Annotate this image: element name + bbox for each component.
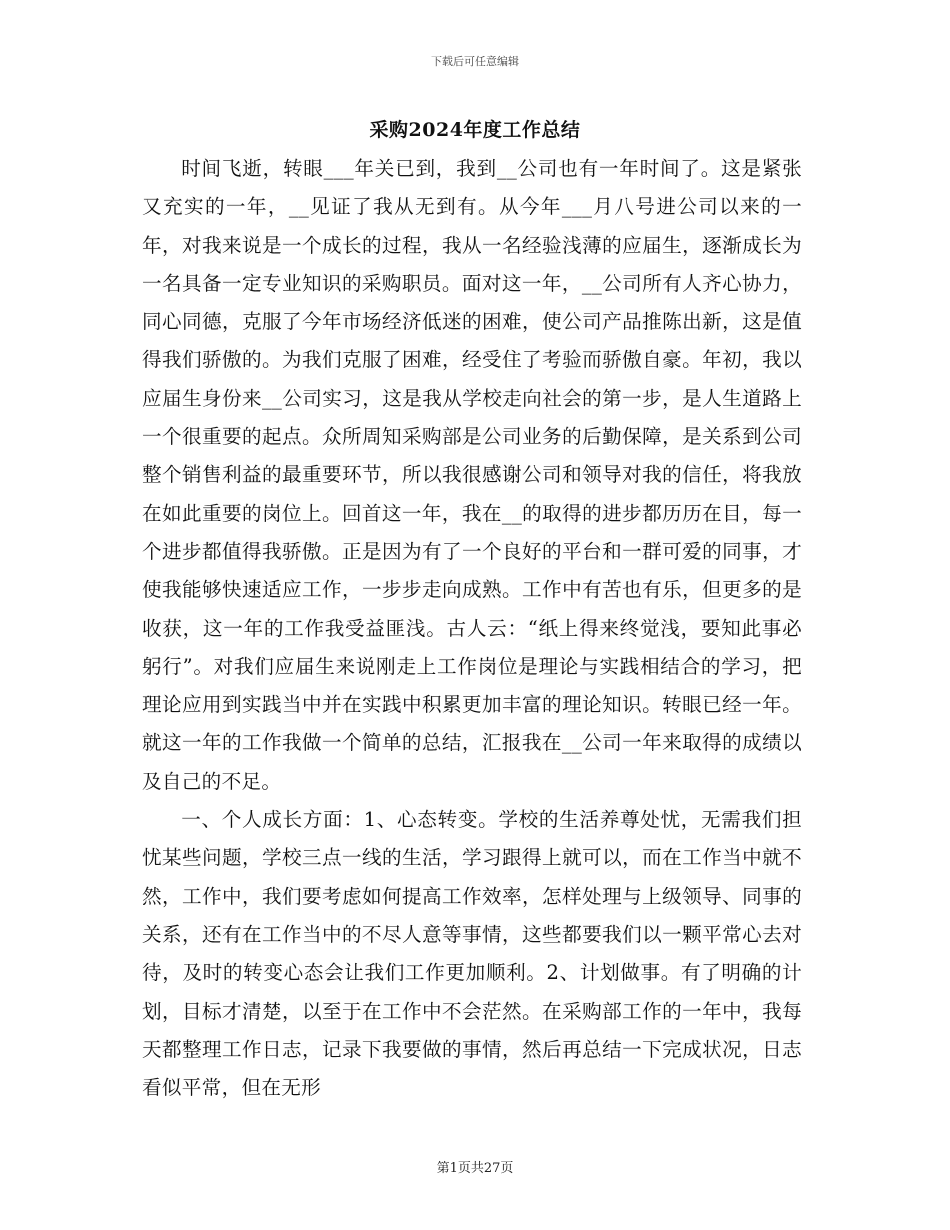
paragraph-personal-growth: 一、个人成长方面：1、心态转变。学校的生活养尊处忧，无需我们担忧某些问题，学校三点一线的生活，学习跟得上就可以，而在工作当中就不然，工作中，我们要考虑如何提高工作效率，怎样处理与上级领导、同事的关系，还有在工作当中的不尽人意等事情，这些都要我们以一颗平常心去对待，及时的转变心态会让我们工作更加顺利。2、计划做事。有了明确的计划，目标才清楚，以至于在工作中不会茫然。在采购部工作的一年中，我每天都整理工作日志，记录下我要做的事情，然后再总结一下完成状况，日志看似平常，但在无形 bbox=[142, 808, 802, 1100]
document-title: 采购2024年度工作总结 bbox=[369, 119, 581, 141]
page-header-note: 下载后可任意编辑 bbox=[431, 55, 519, 68]
document-body bbox=[142, 150, 802, 1107]
page-number: 第1页共27页 bbox=[436, 1161, 514, 1176]
paragraph-intro: 时间飞逝，转眼___年关已到，我到__公司也有一年时间了。这是紧张又充实的一年，__见证了我从无到有。从今年___月八号进公司以来的一年，对我来说是一个成长的过程，我从一名经验浅薄的应届生，逐渐成长为一名具备一定专业知识的采购职员。面对这一年，__公司所有人齐心协力，同心同德，克服了今年市场经济低迷的困难，使公司产品推陈出新，这是值得我们骄傲的。为我们克服了困难，经受住了考验而骄傲自豪。年初，我以应届生身份来__公司实习，这是我从学校走向社会的第一步，是人生道路上一个很重要的起点。众所周知采购部是公司业务的后勤保障，是关系到公司整个销售利益的最重要环节，所以我很感谢公司和领导对我的信任，将我放在如此重要的岗位上。回首这一年，我在__的取得的进步都历历在目，每一个进步都值得我骄傲。正是因为有了一个良好的平台和一群可爱的同事，才使我能够快速适应工作，一步步走向成熟。工作中有苦也有乐，但更多的是收获，这一年的工作我受益匪浅。古人云：“纸上得来终觉浅，要知此事必躬行”。对我们应届生来说刚走上工作岗位是理论与实践相结合的学习，把理论应用到实践当中并在实践中积累更加丰富的理论知识。转眼已经一年。就这一年的工作我做一个简单的总结，汇报我在__公司一年来取得的成绩以及自己的不足。 bbox=[142, 157, 802, 793]
